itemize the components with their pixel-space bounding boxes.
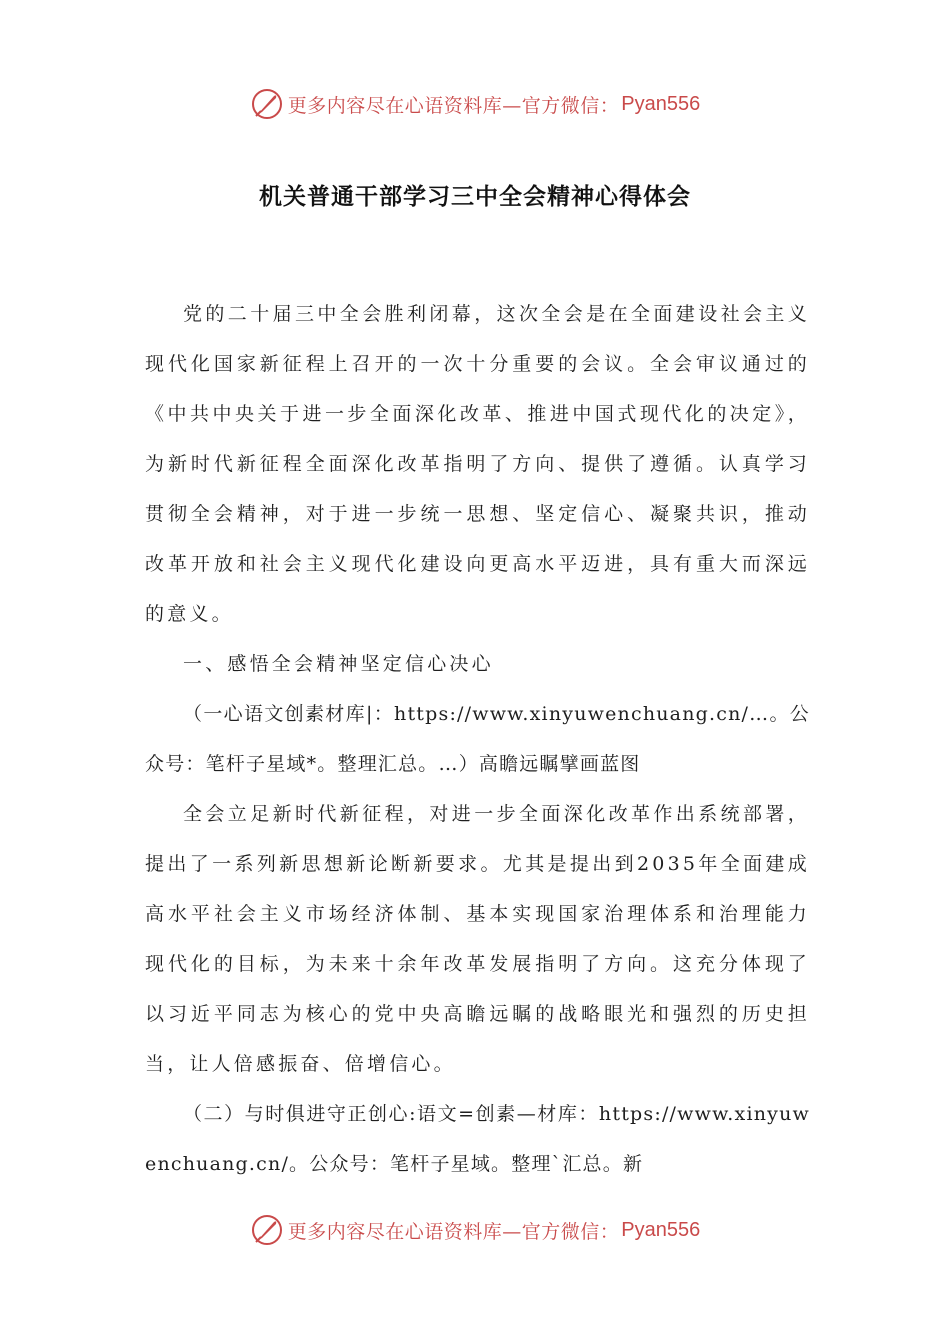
subheading-2: （二）与时俱进守正创心:语文=创素—材库：https://www.xinyuwenchuang.cn/。公众号：笔杆子星域。整理`汇总。新: [145, 1103, 810, 1175]
paragraph-1: 全会立足新时代新征程，对进一步全面深化改革作出系统部署，提出了一系列新思想新论断新要求。尤其是提出到2035年全面建成高水平社会主义市场经济体制、基本实现国家治理体系和治理能力现代化的目标，为未来十余年改革发展指明了方向。这充分体现了以习近平同志为核心的党中央高瞻远瞩的战略眼光和强烈的历史担当，让人倍感振奋、倍增信心。: [145, 803, 810, 1075]
footer-banner: [0, 1210, 950, 1250]
subheading-1: （一心语文创素材库|：https://www.xinyuwenchuang.cn/…。公众号：笔杆子星域*。整理汇总。…）高瞻远瞩擘画蓝图: [145, 703, 810, 775]
paragraph-intro: 党的二十届三中全会胜利闭幕，这次全会是在全面建设社会主义现代化国家新征程上召开的一次十分重要的会议。全会审议通过的《中共中央关于进一步全面深化改革、推进中国式现代化的决定》，为新时代新征程全面深化改革指明了方向、提供了遵循。认真学习贯彻全会精神，对于进一步统一思想、坚定信心、凝聚共识，推动改革开放和社会主义现代化建设向更高水平迈进，具有重大而深远的意义。: [145, 303, 810, 625]
wechat-handle: Pyan556: [621, 92, 701, 115]
banner-text: 更多内容尽在心语资料库—官方微信：: [287, 1220, 620, 1243]
document-title: 机关普通干部学习三中全会精神心得体会: [259, 184, 691, 210]
quill-logo-icon: [250, 87, 284, 121]
wechat-handle: Pyan556: [621, 1218, 701, 1241]
section-heading: 一、感悟全会精神坚定信心决心: [183, 653, 494, 675]
header-banner: [0, 84, 950, 124]
document-body: [145, 289, 810, 1189]
banner-text: 更多内容尽在心语资料库—官方微信：: [287, 94, 620, 117]
quill-logo-icon: [250, 1213, 284, 1247]
